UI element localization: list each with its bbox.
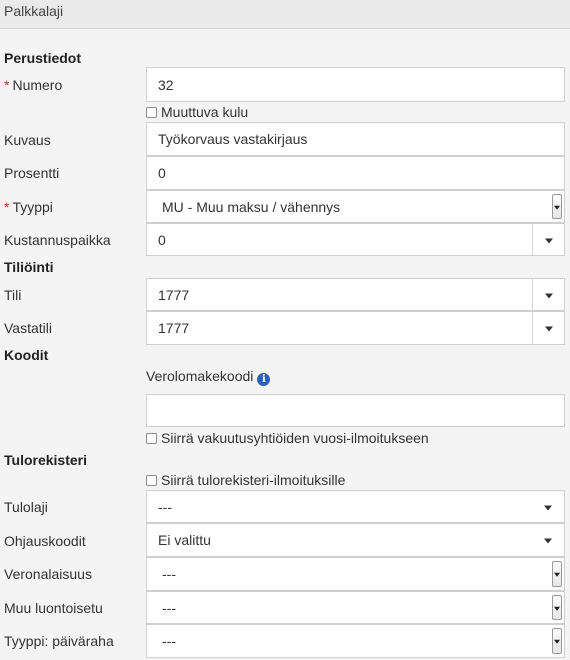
kustannuspaikka-dropdown-button[interactable] [532, 224, 564, 255]
chevron-down-icon [554, 640, 560, 644]
numero-input[interactable] [147, 68, 564, 101]
tyyppi-select[interactable]: MU - Muu maksu / vähennys [146, 190, 565, 223]
chevron-down-icon [554, 205, 560, 209]
vastatili-dropdown-button[interactable] [532, 312, 564, 344]
section-perustiedot: Perustiedot [4, 50, 82, 66]
kuvaus-input[interactable] [147, 123, 564, 155]
kuvaus-label: Kuvaus [4, 132, 51, 148]
tyyppi-label: * Tyyppi [4, 199, 53, 215]
tili-label: Tili [4, 287, 22, 303]
chevron-down-icon [544, 539, 552, 544]
prosentti-input[interactable] [147, 157, 564, 189]
siirra-vakuutus-checkbox[interactable]: Siirrä vakuutusyhtiöiden vuosi-ilmoitukseen [146, 430, 429, 446]
numero-label: * Numero [4, 77, 63, 93]
section-tulorekisteri: Tulorekisteri [4, 452, 87, 468]
tyyppi-paivaraha-label: Tyyppi: päiväraha [4, 633, 114, 649]
checkbox-box[interactable] [146, 433, 157, 444]
tyyppi-paivaraha-dropdown-button[interactable] [552, 628, 562, 654]
chevron-down-icon [545, 238, 553, 243]
tili-dropdown-button[interactable] [532, 279, 564, 310]
muu-luontoisetu-select[interactable]: --- [146, 591, 565, 624]
numero-field[interactable] [146, 67, 565, 102]
page-title: Palkkalaji [4, 3, 64, 19]
vastatili-label: Vastatili [4, 320, 52, 336]
kustannuspaikka-label: Kustannuspaikka [4, 232, 111, 248]
muuttuva-kulu-checkbox[interactable]: Muuttuva kulu [146, 104, 248, 120]
muu-luontoisetu-label: Muu luontoisetu [4, 600, 103, 616]
tyyppi-paivaraha-select[interactable]: --- [146, 624, 565, 658]
kuvaus-field[interactable] [146, 122, 565, 156]
info-icon[interactable]: i [257, 373, 270, 386]
tili-select[interactable]: 1777 [146, 278, 565, 311]
chevron-down-icon [545, 293, 553, 298]
ohjauskoodit-label: Ohjauskoodit [4, 533, 86, 549]
title-bar [0, 0, 570, 29]
tulolaji-label: Tulolaji [4, 499, 48, 515]
vastatili-select[interactable]: 1777 [146, 311, 565, 345]
chevron-down-icon [545, 327, 553, 332]
prosentti-field[interactable] [146, 156, 565, 190]
verolomakekoodi-input[interactable] [147, 395, 564, 426]
checkbox-box[interactable] [146, 107, 157, 118]
prosentti-label: Prosentti [4, 165, 60, 181]
required-marker: * [4, 77, 10, 93]
chevron-down-icon [554, 606, 560, 610]
siirra-tulorekisteri-checkbox[interactable]: Siirrä tulorekisteri-ilmoituksille [146, 472, 345, 488]
veronalaisuus-label: Veronalaisuus [4, 566, 92, 582]
muu-luontoisetu-dropdown-button[interactable] [552, 595, 562, 620]
tyyppi-dropdown-button[interactable] [552, 194, 562, 219]
veronalaisuus-dropdown-button[interactable] [552, 561, 562, 587]
veronalaisuus-select[interactable]: --- [146, 557, 565, 591]
verolomakekoodi-field[interactable] [146, 394, 565, 427]
tulolaji-select[interactable]: --- [146, 490, 565, 523]
chevron-down-icon [544, 505, 552, 510]
section-koodit: Koodit [4, 347, 49, 363]
verolomakekoodi-label: Verolomakekoodi i [146, 368, 270, 386]
ohjauskoodit-select[interactable]: Ei valittu [146, 523, 565, 557]
chevron-down-icon [554, 573, 560, 577]
checkbox-box[interactable] [146, 475, 157, 486]
section-tiliointi: Tiliöinti [4, 259, 54, 275]
kustannuspaikka-select[interactable]: 0 [146, 223, 565, 256]
